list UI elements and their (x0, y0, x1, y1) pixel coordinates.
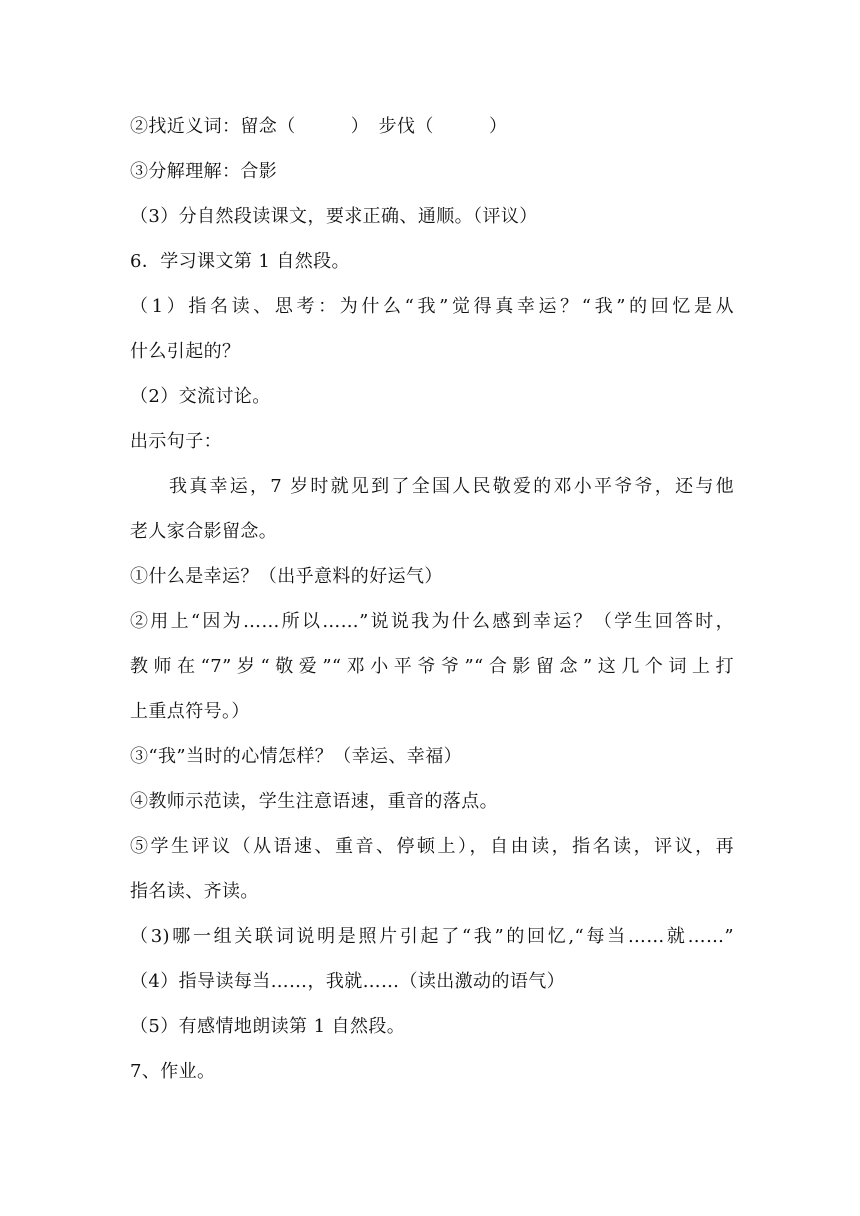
text-line-emotional-reading: （5）有感情地朗读第 1 自然段。 (130, 1016, 406, 1037)
text-line-because-c: 上重点符号。） (130, 701, 250, 722)
text-line-mood: ③“我”当时的心情怎样？（幸运、幸福） (130, 746, 463, 767)
text-line-quote-b: 老人家合影留念。 (130, 521, 278, 542)
text-line-because-b: 教师在“7”岁“敬爱”“邓小平爷爷”“合影留念”这几个词上打 (130, 656, 734, 677)
text-line-synonyms: ②找近义词：留念（ ） 步伐（ ） (130, 116, 508, 137)
text-line-quote-a: 我真幸运，7 岁时就见到了全国人民敬爱的邓小平爷爷，还与他 (169, 476, 734, 497)
text-line-evaluate-a: ⑤学生评议（从语速、重音、停顿上），自由读，指名读，评议，再 (130, 836, 734, 857)
text-line-conjunction: （3)哪一组关联词说明是照片引起了“我”的回忆,“每当……就……” (130, 926, 734, 947)
text-line-model-reading: ④教师示范读，学生注意语速，重音的落点。 (130, 791, 498, 812)
text-line-step-6: 6．学习课文第 1 自然段。 (130, 251, 350, 272)
text-line-decompose: ③分解理解：合影 (130, 161, 278, 182)
text-line-show-sentence: 出示句子： (130, 431, 222, 452)
text-line-read-paragraphs: （3）分自然段读课文，要求正确、通顺。（评议） (130, 206, 538, 227)
text-line-evaluate-b: 指名读、齐读。 (130, 881, 259, 902)
text-line-guided-reading: （4）指导读每当……，我就……（读出激动的语气） (130, 971, 566, 992)
text-line-because-a: ②用上“因为……所以……”说说我为什么感到幸运？（学生回答时， (130, 611, 734, 632)
text-line-homework: 7、作业。 (130, 1061, 216, 1082)
text-line-discussion: （2）交流讨论。 (130, 386, 271, 407)
text-line-lucky: ①什么是幸运？（出乎意料的好运气） (130, 566, 443, 587)
text-line-question-1b: 什么引起的？ (130, 341, 241, 362)
text-line-question-1a: （1）指名读、思考：为什么“我”觉得真幸运？“我”的回忆是从 (130, 296, 734, 317)
